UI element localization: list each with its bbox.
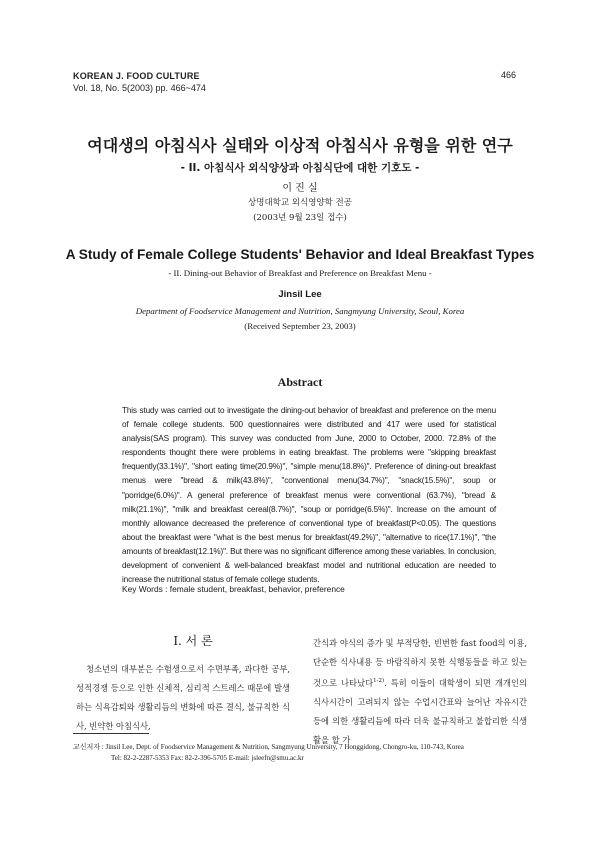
keywords: Key Words : female student, breakfast, behavior, preference xyxy=(122,584,345,594)
journal-header xyxy=(73,70,206,94)
body-column-left: 청소년의 대부분은 수험생으로서 수면부족, 과다한 공부, 성적경쟁 등으로 인한 신체적, 심리적 스트레스 때문에 발생하는 식욕감퇴와 생활리듬의 변화에 따른 결식, 불규칙한 식사, 빈약한 아침식사, xyxy=(76,664,290,731)
journal-name: KOREAN J. FOOD CULTURE xyxy=(73,71,200,81)
body-text-right-a: 간식과 야식의 증가 및 부적당한, 빈번한 fast food의 이용, 단순한 식사내용 등 바람직하지 못한 식행동들을 하고 있는 것으로 나타났다 xyxy=(313,638,527,688)
english-title: A Study of Female College Students' Behavior and Ideal Breakfast Types xyxy=(65,247,535,262)
korean-author: 이 진 실 xyxy=(282,183,318,194)
section-heading: I. 서 론 xyxy=(173,634,213,648)
english-received-date: (Received September 23, 2003) xyxy=(244,321,356,331)
korean-title: 여대생의 아침식사 실태와 이상적 아침식사 유형을 위한 연구 xyxy=(87,136,513,155)
korean-received-date: (2003년 9월 23일 접수) xyxy=(253,213,347,223)
contact-footnote: Tel: 82-2-2287-5353 Fax: 82-2-396-5705 E-mail: jsleefn@smu.ac.kr xyxy=(111,754,304,762)
abstract-heading: Abstract xyxy=(277,375,323,389)
body-column-right xyxy=(313,634,527,750)
english-subtitle: - II. Dining-out Behavior of Breakfast and Preference on Breakfast Menu - xyxy=(168,268,432,278)
abstract-body: This study was carried out to investigate the dining-out behavior of breakfast and preference on the menu of female college students. 500 questionnaires were distributed and 417 were used for statistical analysis(SAS program). This survey was conducted from June, 2000 to October, 2000. 72.8% of the respondents thought there were problems in eating breakfast. The problems were "skipping breakfast frequently(33.1%)", "short eating time(20.9%)", "simple menu(18.8%)". Preference of dining-out breakfast menus were "bread & milk(43.8%)", "conventional menu(34.7%)", "snack(15.5%)", soup or "porridge(6.0%)". A general preference of breakfast menus were conventional (63.7%), "bread & milk(21.1%)", "milk and breakfast cereal(8.7%)", "soup or porridge(6.5%)". Increase on the amount of monthly allowance decreased the preference of conventional type of breakfast(P<0.05). The questions about the breakfast were "what is the best menus for breakfast(49.2%)", "alternative to rice(17.1%)", "the amounts of breakfast(12.1%)". But there was no significant difference among these variables. In conclusion, development of convenient & well-balanced breakfast model and nutritional education are needed to increase the nutritional status of female college students. xyxy=(122,406,497,585)
corresponding-author-footnote: 교신저자 : Jinsil Lee, Dept. of Foodservice Management & Nutrition, Sangmyung University, 7 Honggidong, Chongro-ku, 110-743, Korea xyxy=(73,743,464,751)
footnote-rule xyxy=(73,733,149,734)
volume-info: Vol. 18, No. 5(2003) pp. 466~474 xyxy=(73,83,206,93)
korean-subtitle: - II. 아침식사 외식양상과 아침식단에 대한 기호도 - xyxy=(180,162,420,174)
page-number: 466 xyxy=(500,70,516,80)
english-affiliation: Department of Foodservice Management and Nutrition, Sangmyung University, Seoul, Korea xyxy=(135,306,465,316)
body-text-right-b: . 특히 이들이 대학생이 되면 개개인의 식사시간이 고려되지 않는 수업시간표와 늘어난 자유시간 등에 의한 생활리듬에 따라 더욱 불규칙하고 불합리한 식생활을 할 가 xyxy=(313,677,527,745)
english-author: Jinsil Lee xyxy=(278,289,322,300)
citation-superscript: 1-2) xyxy=(373,678,385,684)
korean-affiliation: 상명대학교 외식영양학 전공 xyxy=(248,198,352,208)
